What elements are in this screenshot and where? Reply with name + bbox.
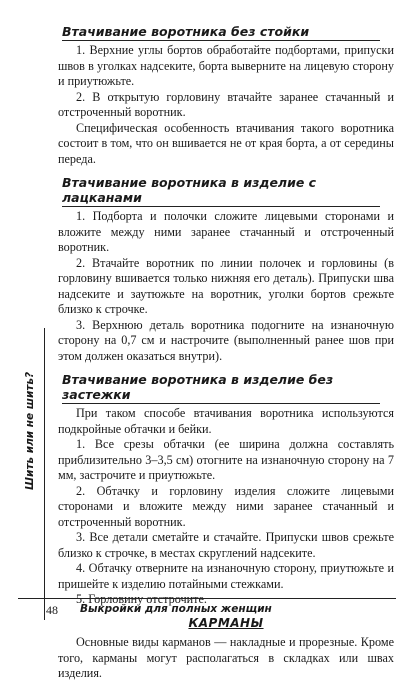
page-number: 48 bbox=[46, 603, 58, 617]
paragraph: Специфическая особенность втачивания такого воротника состоит в том, что он вшивается не от края борта, а от середины переда. bbox=[58, 120, 394, 166]
paragraph: 1. Верхние углы бортов обработайте подбортами, припуски швов в уголках надсеките, борта выверните на лицевую сторону и приутюжьте. bbox=[58, 43, 394, 88]
side-tab-label: Шить или не шить? bbox=[24, 371, 36, 490]
paragraph: 3. Верхнюю деталь воротника подогните на изнаночную сторону на 0,7 см и настрочите (выполненный ранее шов при этом должен оказаться внутри). bbox=[58, 317, 394, 363]
book-title: Выкройки для полных женщин bbox=[80, 603, 272, 615]
paragraph: 3. Все детали сметайте и стачайте. Припуски швов срежьте близко к строчке, в местах скруглений надсеките. bbox=[58, 530, 394, 560]
paragraph: 1. Все срезы обтачки (ее ширина должна составлять приблизительно 3–3,5 см) отогните на изнаночную сторону на 7 мм, застрочите и приутюжьте. bbox=[58, 437, 394, 482]
paragraph: 2. Втачайте воротник по линии полочек и горловины (в горловину вшивается только нижняя его деталь). Припуски шва надсеките и заутюжьте на воротник, уголки бортов срежьте близко к строчке. bbox=[58, 255, 394, 316]
section-heading-collar-no-stand: Втачивание воротника без стойки bbox=[62, 24, 380, 41]
paragraph: При таком способе втачивания воротника используются подкройные обтачки и бейки. bbox=[58, 406, 394, 436]
section-heading-collar-no-fastener: Втачивание воротника в изделие без застежки bbox=[62, 372, 380, 404]
page-footer bbox=[18, 598, 396, 621]
paragraph: Основные виды карманов — накладные и прорезные. Кроме того, карманы могут располагаться в складках или швах изделия. bbox=[58, 635, 394, 680]
page-body bbox=[58, 24, 394, 682]
paragraph: 2. В открытую горловину втачайте заранее стачанный и отстроченный воротник. bbox=[58, 89, 394, 119]
paragraph: 4. Обтачку отверните на изнаночную сторону, приутюжьте и пришейте к изделию потайными стежками. bbox=[58, 561, 394, 591]
paragraph: 1. Подборта и полочки сложите лицевыми сторонами и вложите между ними заранее стачанный и отстроченный воротник. bbox=[58, 209, 394, 254]
pockets-heading: КАРМАНЫ bbox=[188, 615, 264, 630]
section-heading-collar-lapels: Втачивание воротника в изделие с лацканами bbox=[62, 175, 380, 207]
paragraph: 2. Обтачку и горловину изделия сложите лицевыми сторонами и вложите между ними заранее стачанный и отстроченный воротник. bbox=[58, 483, 394, 529]
paragraph: 5. Горловину отстрочите. bbox=[76, 592, 207, 606]
